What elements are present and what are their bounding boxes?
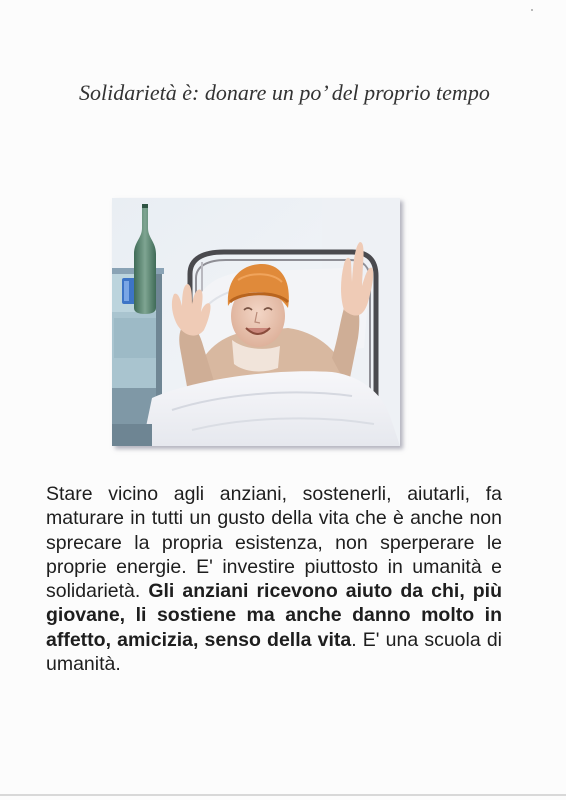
body-paragraph [46,482,502,676]
body-text-closing: . E' una scuola di umanità. [46,628,502,676]
page-edge-line [0,794,566,796]
scan-speck [531,9,533,11]
body-text-regular: Stare vicino agli anziani, sostenerli, aiutarli, fa maturare in tutti un gusto della vita che è anche non sprecare la propria esistenza, non sperperare le proprie energie. E' investire piuttosto in umanità e solidarietà. [46,483,502,603]
elderly-woman-in-hospital-bed-photo [112,198,400,446]
page-title: Solidarietà è: donare un po’ del proprio tempo [79,80,490,105]
body-text-bold: Gli anziani ricevono aiuto da chi, più giovane, li sostiene ma anche danno molto in affetto, amicizia, senso della vita [46,580,502,651]
